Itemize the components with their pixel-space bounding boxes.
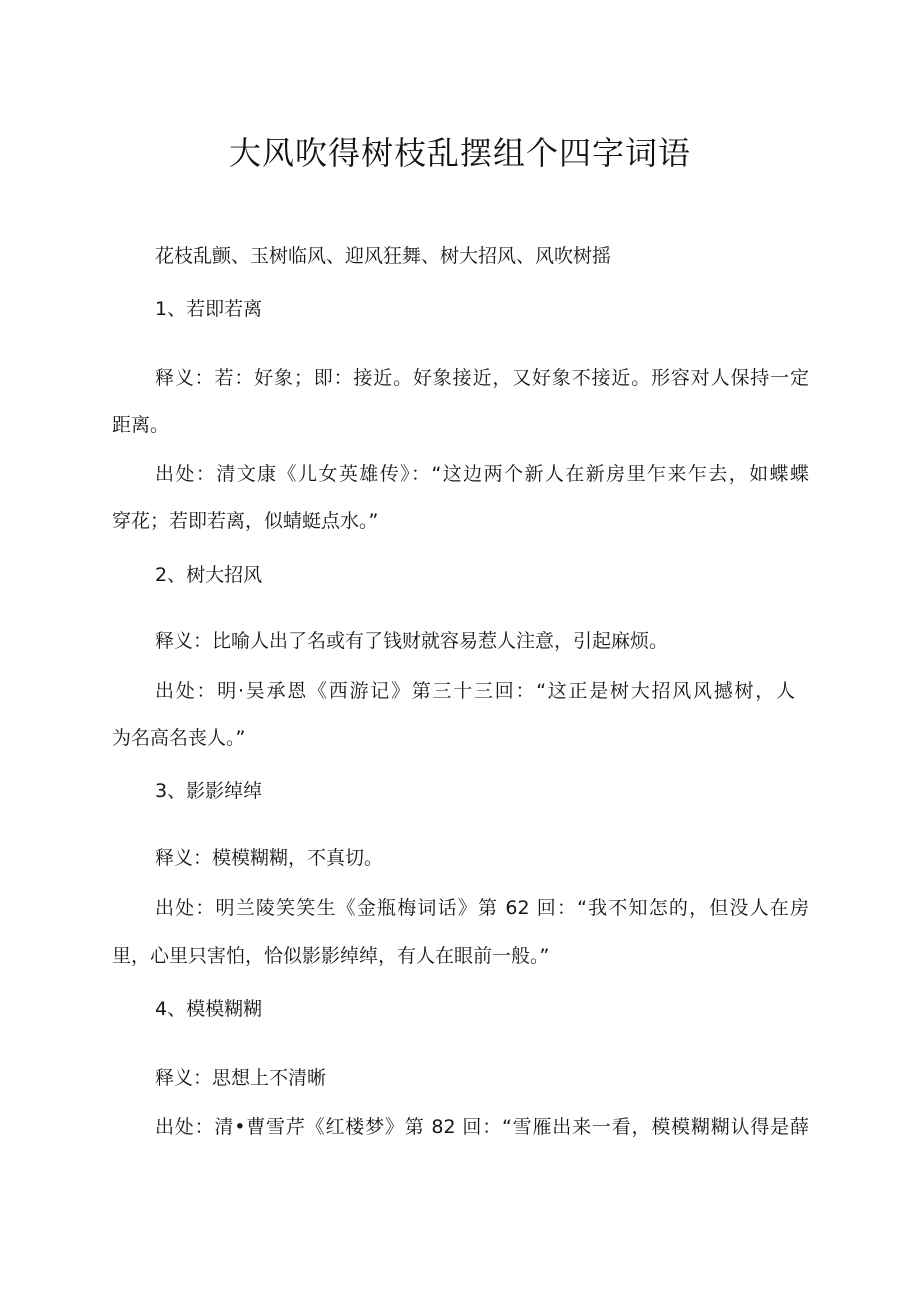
entry-source-line: 出处：清•曹雪芹《红楼梦》第 82 回：“雪雁出来一看，模模糊糊认得是薛 — [155, 1116, 809, 1138]
entry-meaning-line: 释义：思想上不清晰 — [155, 1067, 327, 1089]
entry-source-line: 为名高名丧人。” — [112, 727, 246, 749]
entry-heading: 4、模模糊糊 — [155, 998, 263, 1020]
entry-source-line: 出处：明兰陵笑笑生《金瓶梅词话》第 62 回：“我不知怎的，但没人在房 — [155, 897, 809, 919]
entry-heading: 3、影影绰绰 — [155, 780, 263, 802]
entry-source-line: 里，心里只害怕，恰似影影绰绰，有人在眼前一般。” — [112, 945, 550, 967]
entry-heading: 1、若即若离 — [155, 298, 263, 320]
entry-source-line: 穿花；若即若离，似蜻蜓点水。” — [112, 510, 379, 532]
entry-meaning-line: 释义：比喻人出了名或有了钱财就容易惹人注意，引起麻烦。 — [155, 630, 669, 652]
entry-source-line: 出处：清文康《儿女英雄传》：“这边两个新人在新房里乍来乍去，如蝶蝶 — [155, 463, 809, 485]
entry-meaning-line: 释义：模模糊糊，不真切。 — [155, 847, 384, 869]
entry-heading: 2、树大招风 — [155, 564, 263, 586]
summary-line: 花枝乱颤、玉树临风、迎风狂舞、树大招风、风吹树摇 — [155, 245, 612, 267]
entry-source-line: 出处：明·吴承恩《西游记》第三十三回：“这正是树大招风风撼树，人 — [155, 680, 795, 702]
entry-meaning-line: 距离。 — [112, 414, 170, 436]
page-title: 大风吹得树枝乱摆组个四字词语 — [228, 134, 691, 172]
entry-meaning-line: 释义：若：好象；即：接近。好象接近，又好象不接近。形容对人保持一定 — [155, 367, 809, 389]
